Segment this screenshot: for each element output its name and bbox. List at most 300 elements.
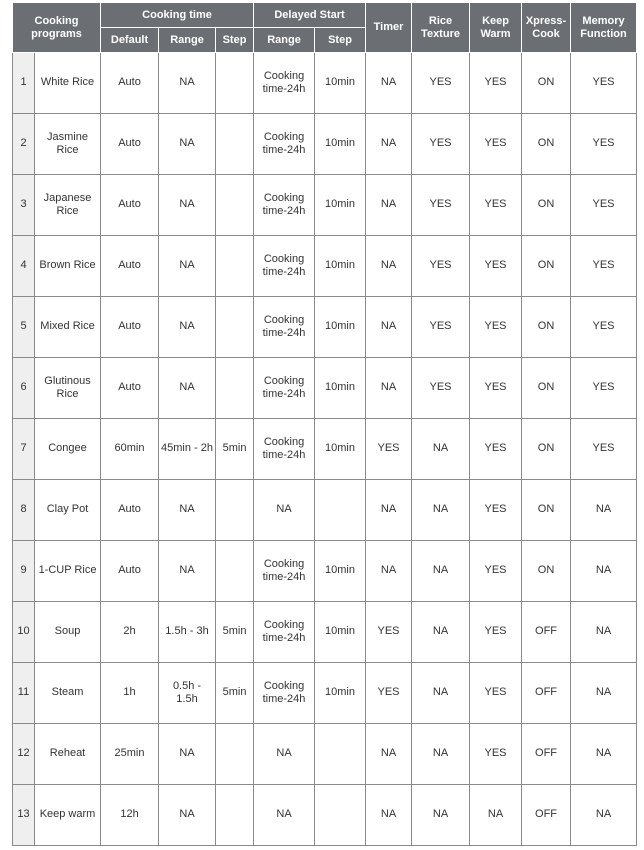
keep-warm-value (470, 419, 522, 480)
memory-function-value (571, 663, 637, 724)
xpress-cook-value (522, 602, 571, 663)
program-name (35, 175, 101, 236)
table-header (13, 3, 637, 53)
time-range (159, 175, 216, 236)
keep-warm-value-text: YES (484, 320, 507, 333)
delayed-step-text: 10min (325, 259, 355, 272)
time-step-text: 5min (222, 625, 247, 638)
rice-texture-value (412, 663, 470, 724)
time-range-text: NA (179, 564, 195, 577)
row-number (13, 663, 35, 724)
time-range-text: NA (179, 137, 195, 150)
program-name (35, 358, 101, 419)
row-number-text: 12 (17, 747, 30, 760)
default-time-text: 25min (114, 747, 145, 760)
keep-warm-value (470, 53, 522, 114)
row-number-text: 13 (17, 808, 30, 821)
xpress-cook-value-text: OFF (535, 747, 558, 760)
program-name-text: White Rice (40, 76, 95, 89)
keep-warm-value-text: YES (484, 686, 507, 699)
table-body (13, 53, 637, 846)
delayed-range-text: Cooking time-24h (262, 130, 306, 156)
xpress-cook-value (522, 114, 571, 175)
table-row (13, 53, 637, 114)
program-name-text: Jasmine Rice (47, 130, 88, 156)
rice-texture-value-text: YES (429, 198, 452, 211)
delayed-step (315, 297, 366, 358)
memory-function-value (571, 724, 637, 785)
delayed-step (315, 419, 366, 480)
delayed-range (254, 114, 315, 175)
default-time (101, 480, 159, 541)
time-range (159, 114, 216, 175)
program-name-text: Keep warm (39, 808, 96, 821)
default-time-text: Auto (118, 259, 141, 272)
header-memory-function: Memory Function (571, 3, 637, 53)
delayed-range-text: NA (276, 808, 292, 821)
program-name (35, 541, 101, 602)
timer-value-text: NA (380, 381, 397, 394)
header-rice-texture: Rice Texture (412, 3, 470, 53)
memory-function-value (571, 297, 637, 358)
row-number (13, 236, 35, 297)
keep-warm-value (470, 358, 522, 419)
rice-texture-value-text: YES (429, 320, 452, 333)
default-time (101, 358, 159, 419)
keep-warm-value-text: YES (484, 503, 507, 516)
default-time (101, 236, 159, 297)
time-step (216, 663, 254, 724)
program-name-text: Glutinous Rice (44, 374, 91, 400)
rice-texture-value (412, 724, 470, 785)
xpress-cook-value (522, 541, 571, 602)
timer-value-text: YES (377, 686, 400, 699)
xpress-cook-value (522, 480, 571, 541)
time-step (216, 114, 254, 175)
delayed-range-text: Cooking time-24h (262, 435, 306, 461)
delayed-range-text: Cooking time-24h (262, 374, 306, 400)
time-range-text: NA (179, 259, 195, 272)
memory-function-value (571, 114, 637, 175)
time-step (216, 419, 254, 480)
delayed-range (254, 602, 315, 663)
time-range (159, 663, 216, 724)
delayed-range (254, 419, 315, 480)
default-time-text: 1h (123, 686, 136, 699)
timer-value-text: NA (380, 259, 397, 272)
xpress-cook-value (522, 785, 571, 846)
delayed-range (254, 175, 315, 236)
timer-value (366, 724, 412, 785)
time-range-text: NA (179, 76, 195, 89)
program-name-text: Congee (48, 442, 87, 455)
time-range (159, 297, 216, 358)
row-number (13, 785, 35, 846)
table-row (13, 724, 637, 785)
delayed-range (254, 236, 315, 297)
memory-function-value (571, 53, 637, 114)
program-name-text: 1-CUP Rice (38, 564, 97, 577)
row-number (13, 114, 35, 175)
memory-function-value-text: YES (592, 320, 615, 333)
delayed-step-text: 10min (325, 625, 355, 638)
default-time-text: Auto (118, 320, 141, 333)
time-range-text: 0.5h - 1.5h (172, 679, 202, 705)
keep-warm-value (470, 297, 522, 358)
delayed-step (315, 236, 366, 297)
delayed-range-text: NA (276, 503, 292, 516)
memory-function-value-text: NA (595, 625, 612, 638)
memory-function-value (571, 236, 637, 297)
delayed-step (315, 724, 366, 785)
row-number-text: 3 (20, 198, 27, 211)
row-number (13, 541, 35, 602)
rice-texture-value (412, 236, 470, 297)
program-name (35, 236, 101, 297)
delayed-step-text: 10min (325, 76, 355, 89)
row-number (13, 480, 35, 541)
table-row (13, 663, 637, 724)
rice-texture-value-text: YES (429, 259, 452, 272)
memory-function-value-text: NA (595, 686, 612, 699)
memory-function-value-text: YES (592, 137, 615, 150)
header-range: Range (159, 28, 216, 53)
keep-warm-value (470, 480, 522, 541)
time-range (159, 602, 216, 663)
rice-texture-value-text: NA (432, 442, 449, 455)
delayed-range-text: Cooking time-24h (262, 191, 306, 217)
table-row (13, 480, 637, 541)
delayed-step-text: 10min (325, 137, 355, 150)
default-time-text: Auto (118, 137, 141, 150)
time-range (159, 419, 216, 480)
delayed-step (315, 785, 366, 846)
default-time (101, 114, 159, 175)
memory-function-value (571, 480, 637, 541)
rice-texture-value-text: NA (432, 564, 449, 577)
row-number-text: 9 (20, 564, 27, 577)
rice-texture-value (412, 480, 470, 541)
program-name-text: Mixed Rice (40, 320, 95, 333)
time-range (159, 480, 216, 541)
xpress-cook-value-text: OFF (535, 808, 558, 821)
header-cooking-programs: Cooking programs (13, 3, 101, 53)
time-range (159, 541, 216, 602)
header-timer: Timer (366, 3, 412, 53)
keep-warm-value-text: YES (484, 198, 507, 211)
time-range (159, 236, 216, 297)
xpress-cook-value-text: ON (537, 320, 555, 333)
memory-function-value-text: NA (595, 808, 612, 821)
row-number (13, 53, 35, 114)
memory-function-value (571, 175, 637, 236)
delayed-step (315, 663, 366, 724)
time-step (216, 602, 254, 663)
row-number-text: 8 (20, 503, 27, 516)
time-range (159, 724, 216, 785)
program-name-text: Steam (51, 686, 84, 699)
rice-texture-value (412, 53, 470, 114)
rice-texture-value (412, 114, 470, 175)
memory-function-value-text: NA (595, 747, 612, 760)
delayed-step-text: 10min (325, 442, 355, 455)
row-number-text: 7 (20, 442, 27, 455)
delayed-range (254, 785, 315, 846)
timer-value-text: NA (380, 747, 397, 760)
delayed-range-text: NA (276, 747, 292, 760)
program-name (35, 297, 101, 358)
timer-value (366, 602, 412, 663)
memory-function-value-text: NA (595, 503, 612, 516)
rice-texture-value (412, 541, 470, 602)
programs-table-container (12, 2, 636, 846)
delayed-range (254, 663, 315, 724)
time-range-text: NA (179, 320, 195, 333)
xpress-cook-value-text: ON (537, 564, 555, 577)
keep-warm-value (470, 175, 522, 236)
memory-function-value-text: NA (595, 564, 612, 577)
rice-texture-value (412, 602, 470, 663)
time-range-text: 1.5h - 3h (165, 625, 209, 638)
program-name (35, 602, 101, 663)
table-row (13, 602, 637, 663)
time-range-text: NA (179, 503, 195, 516)
delayed-step (315, 480, 366, 541)
memory-function-value (571, 602, 637, 663)
time-step-text: 5min (222, 686, 247, 699)
delayed-range (254, 480, 315, 541)
row-number-text: 10 (17, 625, 30, 638)
program-name (35, 724, 101, 785)
time-range-text: NA (179, 198, 195, 211)
row-number (13, 724, 35, 785)
row-number (13, 602, 35, 663)
header-delayed-start: Delayed Start (254, 3, 366, 28)
delayed-range (254, 541, 315, 602)
delayed-step-text: 10min (325, 686, 355, 699)
default-time (101, 53, 159, 114)
table-row (13, 297, 637, 358)
delayed-range-text: Cooking time-24h (262, 557, 306, 583)
default-time-text: 60min (114, 442, 145, 455)
time-range (159, 358, 216, 419)
delayed-step (315, 358, 366, 419)
table-row (13, 541, 637, 602)
delayed-step-text: 10min (325, 381, 355, 394)
time-step (216, 724, 254, 785)
delayed-range-text: Cooking time-24h (262, 618, 306, 644)
time-range (159, 53, 216, 114)
keep-warm-value-text: YES (484, 564, 507, 577)
time-step (216, 236, 254, 297)
rice-texture-value-text: YES (429, 137, 452, 150)
table-row (13, 785, 637, 846)
xpress-cook-value (522, 297, 571, 358)
xpress-cook-value (522, 724, 571, 785)
row-number-text: 1 (20, 76, 27, 89)
keep-warm-value (470, 724, 522, 785)
keep-warm-value (470, 114, 522, 175)
timer-value (366, 358, 412, 419)
keep-warm-value-text: YES (484, 625, 507, 638)
program-name-text: Reheat (49, 747, 86, 760)
table-row (13, 114, 637, 175)
header-keep-warm: Keep Warm (470, 3, 522, 53)
keep-warm-value (470, 236, 522, 297)
xpress-cook-value-text: OFF (535, 686, 558, 699)
time-range (159, 785, 216, 846)
keep-warm-value (470, 541, 522, 602)
header-delayed-range: Range (254, 28, 315, 53)
time-range-text: NA (179, 808, 195, 821)
default-time (101, 785, 159, 846)
program-name (35, 663, 101, 724)
default-time (101, 724, 159, 785)
memory-function-value-text: YES (592, 381, 615, 394)
row-number (13, 175, 35, 236)
xpress-cook-value-text: ON (537, 137, 555, 150)
time-range-text: NA (179, 381, 195, 394)
delayed-range (254, 358, 315, 419)
program-name-text: Japanese Rice (43, 191, 92, 217)
program-name (35, 114, 101, 175)
default-time (101, 297, 159, 358)
rice-texture-value-text: NA (432, 747, 449, 760)
delayed-range-text: Cooking time-24h (262, 69, 306, 95)
rice-texture-value-text: NA (432, 625, 449, 638)
xpress-cook-value-text: ON (537, 442, 555, 455)
time-range-text: 45min - 2h (161, 442, 213, 455)
timer-value (366, 480, 412, 541)
xpress-cook-value (522, 175, 571, 236)
cooking-programs-table (12, 2, 637, 846)
memory-function-value-text: YES (592, 442, 615, 455)
program-name (35, 480, 101, 541)
keep-warm-value-text: YES (484, 76, 507, 89)
time-step (216, 297, 254, 358)
timer-value-text: NA (380, 198, 397, 211)
timer-value-text: NA (380, 808, 397, 821)
header-step: Step (216, 28, 254, 53)
xpress-cook-value-text: ON (537, 381, 555, 394)
memory-function-value (571, 419, 637, 480)
default-time-text: 12h (120, 808, 139, 821)
keep-warm-value-text: YES (484, 747, 507, 760)
default-time-text: Auto (118, 564, 141, 577)
rice-texture-value (412, 419, 470, 480)
keep-warm-value-text: NA (487, 808, 504, 821)
time-step (216, 53, 254, 114)
default-time-text: Auto (118, 76, 141, 89)
memory-function-value (571, 785, 637, 846)
time-step (216, 175, 254, 236)
timer-value-text: YES (377, 625, 400, 638)
delayed-range-text: Cooking time-24h (262, 252, 306, 278)
row-number (13, 297, 35, 358)
keep-warm-value (470, 602, 522, 663)
xpress-cook-value (522, 663, 571, 724)
header-default: Default (101, 28, 159, 53)
rice-texture-value-text: NA (432, 808, 449, 821)
memory-function-value-text: YES (592, 259, 615, 272)
timer-value-text: NA (380, 137, 397, 150)
delayed-range (254, 297, 315, 358)
default-time (101, 419, 159, 480)
rice-texture-value (412, 175, 470, 236)
program-name (35, 53, 101, 114)
delayed-range-text: Cooking time-24h (262, 679, 306, 705)
xpress-cook-value-text: ON (537, 503, 555, 516)
timer-value (366, 663, 412, 724)
xpress-cook-value (522, 358, 571, 419)
program-name (35, 419, 101, 480)
memory-function-value (571, 541, 637, 602)
row-number-text: 6 (20, 381, 27, 394)
program-name-text: Clay Pot (46, 503, 89, 516)
delayed-step-text: 10min (325, 320, 355, 333)
timer-value (366, 297, 412, 358)
program-name-text: Soup (54, 625, 81, 638)
delayed-range-text: Cooking time-24h (262, 313, 306, 339)
delayed-step (315, 114, 366, 175)
table-row (13, 175, 637, 236)
xpress-cook-value-text: ON (537, 198, 555, 211)
default-time-text: Auto (118, 381, 141, 394)
table-row (13, 236, 637, 297)
header-cooking-time: Cooking time (101, 3, 254, 28)
table-row (13, 419, 637, 480)
timer-value (366, 114, 412, 175)
memory-function-value (571, 358, 637, 419)
keep-warm-value (470, 785, 522, 846)
memory-function-value-text: YES (592, 76, 615, 89)
default-time (101, 663, 159, 724)
time-step (216, 480, 254, 541)
time-step (216, 785, 254, 846)
delayed-step (315, 602, 366, 663)
delayed-step-text: 10min (325, 564, 355, 577)
timer-value (366, 785, 412, 846)
timer-value (366, 175, 412, 236)
rice-texture-value-text: YES (429, 381, 452, 394)
time-step (216, 358, 254, 419)
default-time-text: 2h (123, 625, 136, 638)
rice-texture-value-text: YES (429, 76, 452, 89)
keep-warm-value-text: YES (484, 442, 507, 455)
rice-texture-value (412, 785, 470, 846)
row-number-text: 5 (20, 320, 27, 333)
header-xpress-cook: Xpress-Cook (522, 3, 571, 53)
time-step-text: 5min (222, 442, 247, 455)
xpress-cook-value (522, 419, 571, 480)
program-name (35, 785, 101, 846)
row-number (13, 419, 35, 480)
xpress-cook-value-text: ON (537, 76, 555, 89)
timer-value (366, 236, 412, 297)
time-range-text: NA (179, 747, 195, 760)
timer-value (366, 541, 412, 602)
rice-texture-value (412, 358, 470, 419)
timer-value-text: NA (380, 320, 397, 333)
timer-value-text: YES (377, 442, 400, 455)
row-number-text: 4 (20, 259, 27, 272)
delayed-step-text: 10min (325, 198, 355, 211)
keep-warm-value-text: YES (484, 137, 507, 150)
delayed-range (254, 53, 315, 114)
timer-value (366, 419, 412, 480)
memory-function-value-text: YES (592, 198, 615, 211)
rice-texture-value (412, 297, 470, 358)
